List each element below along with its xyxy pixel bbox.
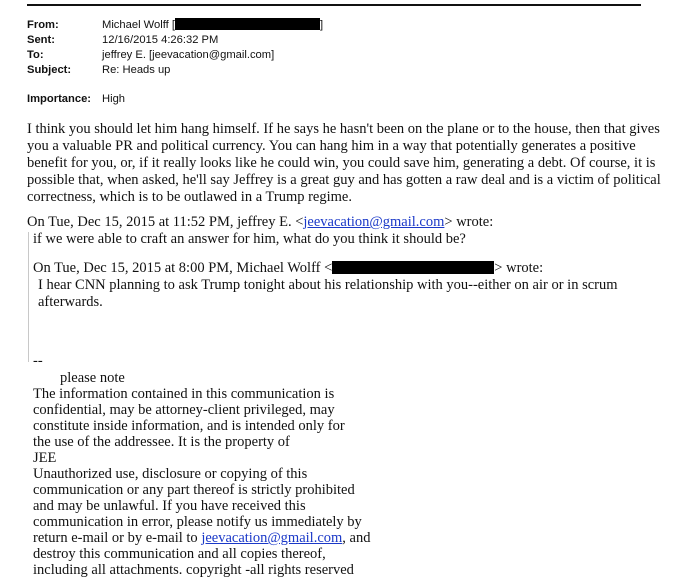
signature-email-link[interactable]: jeevacation@gmail.com <box>201 530 343 546</box>
quote2-header: On Tue, Dec 15, 2015 at 8:00 PM, Michael Wolff < > wrote: <box>33 260 544 276</box>
header-top-rule <box>27 4 641 6</box>
email-header <box>27 18 323 78</box>
quote1-header: On Tue, Dec 15, 2015 at 11:52 PM, jeffrey E. <jeevacation@gmail.com> wrote: <box>27 214 494 230</box>
redaction-block <box>332 261 494 274</box>
signature-line: destroy this communication and all copies thereof, <box>33 546 326 562</box>
signature-dash: -- <box>33 353 43 369</box>
quote2-line: I hear CNN planning to ask Trump tonight about his relationship with you--either on air or in scrum <box>38 277 618 293</box>
signature-line: JEE <box>33 450 57 466</box>
body-line: correctness, which is to be outlawed in a Trump regime. <box>27 189 352 205</box>
sent-row <box>27 33 323 48</box>
to-label: To: <box>27 49 44 61</box>
signature-line: constitute inside information, and is intended only for <box>33 418 345 434</box>
signature-line: the use of the addressee. It is the property of <box>33 434 290 450</box>
signature-line: The information contained in this communication is <box>33 386 335 402</box>
signature-line: Unauthorized use, disclosure or copying of this <box>33 466 308 482</box>
body-line: possible that, when asked, he'll say Jeffrey is a great guy and has gotten a raw deal and is a victim of political <box>27 172 661 188</box>
quote1-email-link[interactable]: jeevacation@gmail.com <box>303 214 445 230</box>
subject-value: Re: Heads up <box>102 64 171 76</box>
body-line: benefit for you, or, if it really looks like he could win, you could save him, generating a debt. Of course, it is <box>27 155 656 171</box>
importance-value: High <box>102 93 126 105</box>
subject-row <box>27 63 323 78</box>
sent-label: Sent: <box>27 34 55 46</box>
subject-label: Subject: <box>27 64 72 76</box>
importance-label: Importance: <box>27 93 92 105</box>
body-line: you a valuable PR and political currency. You can hang him in a way that potentially generates a positive <box>27 138 636 154</box>
sent-value: 12/16/2015 4:26:32 PM <box>102 34 219 46</box>
from-row <box>27 18 323 33</box>
body-line: I think you should let him hang himself. If he says he hasn't been on the plane or to the house, then that gives <box>27 121 660 137</box>
signature-line: communication in error, please notify us immediately by <box>33 514 362 530</box>
signature-note: please note <box>60 370 125 386</box>
to-value: jeffrey E. [jeevacation@gmail.com] <box>102 49 275 61</box>
signature-line: and may be unlawful. If you have received this <box>33 498 306 514</box>
signature-line: including all attachments. copyright -all rights reserved <box>33 562 354 578</box>
quote2-line: afterwards. <box>38 294 103 310</box>
quote-bar <box>28 272 29 362</box>
quote1-text: if we were able to craft an answer for him, what do you think it should be? <box>33 231 466 247</box>
signature-line: confidential, may be attorney-client privileged, may <box>33 402 335 418</box>
quote-bar <box>28 232 29 272</box>
signature-line: communication or any part thereof is strictly prohibited <box>33 482 355 498</box>
from-value: Michael Wolff [ ] <box>102 19 324 31</box>
from-label: From: <box>27 19 59 31</box>
to-row <box>27 48 323 63</box>
importance-row <box>27 92 125 107</box>
redaction-block <box>175 18 320 30</box>
signature-return-line: return e-mail or by e-mail to jeevacation@gmail.com, and <box>33 530 371 546</box>
